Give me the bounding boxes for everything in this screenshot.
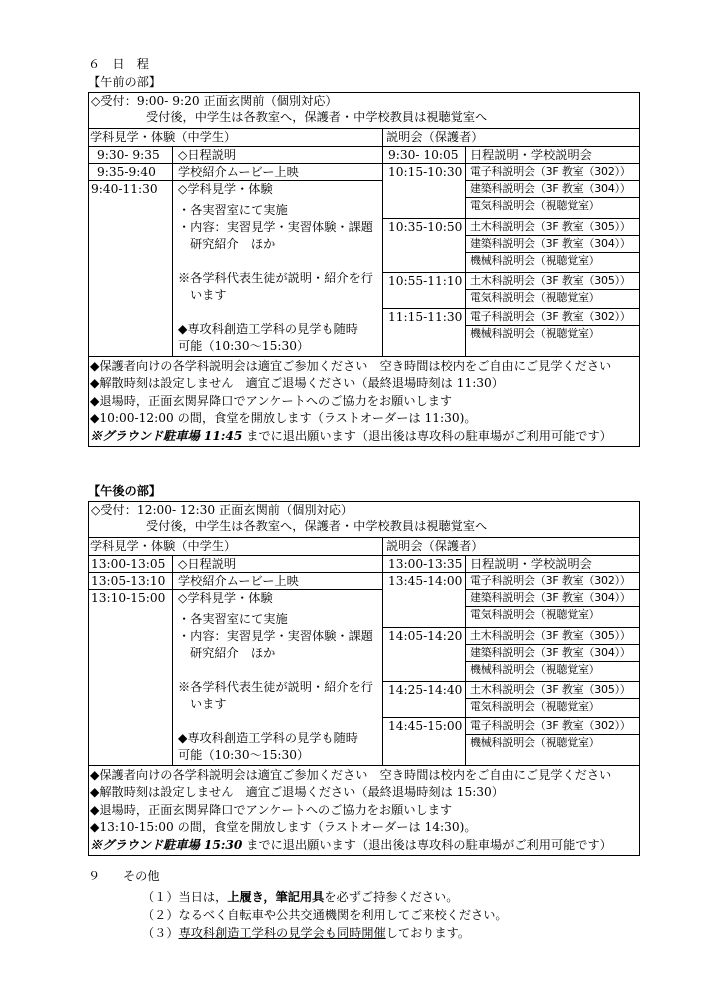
activity-line: ・内容：実習見学・実習体験・課題: [178, 629, 373, 643]
students-schedule: [89, 147, 383, 356]
students-column-header: 学科見学・体験（中学生）: [89, 129, 383, 146]
parking-note-text: までに退出願います（退出後は専攻科の駐車場がご利用可能です）: [242, 428, 612, 443]
briefing-block: [383, 219, 639, 273]
time-cell: 9:40-11:30: [89, 181, 173, 356]
note-line: ◆退場時，正面玄関昇降口でアンケートへのご協力をお願いします: [90, 393, 453, 408]
schedule-body: [89, 556, 639, 766]
briefing-block: [383, 718, 639, 765]
briefing-time-cell: 13:00-13:35: [383, 556, 466, 572]
parking-note: [90, 428, 639, 445]
briefing-time-cell: 10:35-10:50: [383, 219, 466, 272]
briefing-list: [466, 718, 639, 765]
briefing-item: 電気科説明会（視聴覚室）: [470, 291, 600, 304]
briefing-intro-row: [383, 147, 639, 164]
schedule-row: [89, 164, 382, 181]
other-item-2: （２）なるべく自転車や公共交通機関を利用してご来校ください。: [142, 908, 508, 922]
activity-line: ◆専攻科創造工学科の見学も随時: [178, 322, 358, 336]
briefing-item: 機械科説明会（視聴覚室）: [470, 736, 600, 749]
other-item-1: [142, 889, 458, 905]
time-cell: 13:10-15:00: [89, 590, 173, 765]
activity-cell: 学校紹介ムービー上映: [178, 165, 299, 179]
note-line: ◆10:00-12:00 の間，食堂を開放します（ラストオーダーは 11:30)。: [90, 411, 477, 426]
parents-schedule: [383, 556, 639, 765]
students-column-header: 学科見学・体験（中学生）: [89, 538, 383, 555]
briefing-item: 土木科説明会（3F 教室（305））: [466, 273, 639, 290]
activity-cell: ◇日程説明: [178, 148, 237, 162]
activity-line: ※各学科代表生徒が説明・紹介を行: [178, 680, 373, 694]
note-line: ◆退場時，正面玄関昇降口でアンケートへのご協力をお願いします: [90, 802, 453, 817]
schedule-row: [89, 556, 382, 573]
briefing-time-cell: 14:25-14:40: [383, 682, 466, 717]
activity-line: 可能（10:30～15:30）: [178, 748, 310, 762]
schedule-row: [89, 573, 382, 590]
briefing-block: [383, 309, 639, 356]
briefing-item: 土木科説明会（3F 教室（305））: [466, 682, 639, 699]
reception-cell: [89, 502, 639, 538]
notes-section: [89, 357, 639, 446]
note-line: ◆解散時刻は設定しません 適宜ご退場ください（最終退場時刻は 15:30）: [90, 785, 504, 800]
reception-time-text: ◇受付：9:00- 9:20 正面玄関前（個別対応）: [91, 94, 338, 108]
parking-note: [90, 837, 639, 854]
section-9-number: ９: [88, 869, 101, 883]
note-line: ◆保護者向けの各学科説明会は適宜ご参加ください 空き時間は校内をご自由にご見学ください: [90, 768, 612, 782]
briefing-item: 土木科説明会（3F 教室（305））: [466, 219, 639, 236]
briefing-item: 電子科説明会（3F 教室（302））: [466, 573, 639, 590]
activity-line: います: [190, 697, 227, 711]
column-header-row: [89, 129, 639, 147]
parents-column-header: 説明会（保護者）: [386, 130, 484, 144]
other-item-1-suffix: を必ずご持参ください。: [324, 890, 459, 904]
briefing-intro-content: 日程説明・学校説明会: [470, 557, 592, 571]
blank-line: [178, 662, 382, 679]
activity-line: ◇学科見学・体験: [178, 591, 273, 605]
briefing-intro-content: 日程説明・学校説明会: [470, 148, 592, 162]
briefing-block: [383, 682, 639, 718]
briefing-list: [466, 682, 639, 717]
students-schedule: [89, 556, 383, 765]
schedule-row: [89, 590, 382, 765]
briefing-list: [466, 309, 639, 356]
briefing-item: 電気科説明会（視聴覚室）: [470, 199, 600, 212]
time-cell: 9:35-9:40: [89, 164, 173, 180]
briefing-time-cell: 10:55-11:10: [383, 273, 466, 308]
briefing-item: 土木科説明会（3F 教室（305））: [466, 628, 639, 645]
parents-column-header: 説明会（保護者）: [386, 539, 484, 553]
briefing-intro-row: [383, 556, 639, 573]
note-line: ◆解散時刻は設定しません 適宜ご退場ください（最終退場時刻は 11:30）: [90, 376, 504, 391]
activity-cell: [173, 181, 382, 356]
briefing-block: [383, 628, 639, 682]
schedule-row: [89, 147, 382, 164]
reception-cell: [89, 93, 639, 129]
note-line: ◆13:10-15:00 の間，食堂を開放します（ラストオーダーは 14:30)。: [90, 820, 477, 835]
time-cell: 9:30- 9:35: [89, 147, 173, 163]
activity-cell: [173, 590, 382, 765]
briefing-item: 電子科説明会（3F 教室（302））: [466, 309, 639, 326]
briefing-item: 機械科説明会（視聴覚室）: [470, 663, 600, 676]
briefing-list: [466, 573, 639, 627]
briefing-item: 建築科説明会（3F 教室（304））: [466, 590, 639, 607]
other-item-3: [142, 925, 470, 941]
column-header-row: [89, 538, 639, 556]
briefing-time-cell: 10:15-10:30: [383, 164, 466, 218]
morning-session-label: 【午前の部】: [88, 75, 162, 89]
other-item-3-suffix: しております。: [385, 926, 471, 940]
section-9-heading: その他: [123, 869, 160, 883]
reception-guidance-text: 受付後，中学生は各教室へ，保護者・中学校教員は視聴覚室へ: [146, 110, 488, 124]
briefing-item: 建築科説明会（3F 教室（304））: [466, 181, 639, 198]
blank-line: [178, 713, 382, 730]
briefing-item: 電子科説明会（3F 教室（302））: [466, 718, 639, 735]
briefing-block: [383, 573, 639, 628]
parking-deadline: ※グラウンド駐車場 15:30: [90, 837, 243, 852]
activity-cell: 学校紹介ムービー上映: [178, 574, 299, 588]
parking-deadline: ※グラウンド駐車場 11:45: [90, 428, 243, 443]
briefing-item: 機械科説明会（視聴覚室）: [470, 254, 600, 267]
morning-schedule-table: [88, 92, 640, 447]
briefing-list: [466, 164, 639, 218]
activity-line: 研究紹介 ほか: [190, 237, 276, 251]
notes-section: [89, 766, 639, 855]
briefing-block: [383, 164, 639, 219]
blank-line: [178, 253, 382, 270]
afternoon-session-label: 【午後の部】: [88, 484, 162, 498]
activity-line: 研究紹介 ほか: [190, 646, 276, 660]
parking-note-text: までに退出願います（退出後は専攻科の駐車場がご利用可能です）: [242, 837, 612, 852]
blank-line: [178, 304, 382, 321]
reception-guidance-text: 受付後，中学生は各教室へ，保護者・中学校教員は視聴覚室へ: [146, 519, 488, 533]
afternoon-schedule-table: [88, 501, 640, 856]
activity-line: ・各実習室にて実施: [178, 203, 288, 217]
briefing-list: [466, 219, 639, 272]
parents-schedule: [383, 147, 639, 356]
briefing-time-cell: 13:45-14:00: [383, 573, 466, 627]
time-cell: 13:00-13:05: [89, 556, 173, 572]
activity-line: 可能（10:30～15:30）: [178, 339, 310, 353]
briefing-block: [383, 273, 639, 309]
activity-line: ・各実習室にて実施: [178, 612, 288, 626]
other-item-3-underline: 専攻科創造工学科の見学会も同時開催: [178, 926, 386, 940]
note-line: ◆保護者向けの各学科説明会は適宜ご参加ください 空き時間は校内をご自由にご見学ください: [90, 359, 612, 373]
activity-line: ※各学科代表生徒が説明・紹介を行: [178, 271, 373, 285]
activity-cell: ◇日程説明: [178, 557, 237, 571]
activity-line: ◇学科見学・体験: [178, 182, 273, 196]
other-item-1-prefix: （１）当日は，: [142, 890, 228, 904]
briefing-item: 電気科説明会（視聴覚室）: [470, 700, 600, 713]
schedule-body: [89, 147, 639, 357]
briefing-item: 建築科説明会（3F 教室（304））: [466, 645, 639, 662]
reception-time-text: ◇受付：12:00- 12:30 正面玄関前（個別対応）: [91, 503, 354, 517]
section-6-heading: ６ 日 程: [88, 57, 149, 71]
activity-line: ・内容：実習見学・実習体験・課題: [178, 220, 373, 234]
briefing-time-cell: 14:45-15:00: [383, 718, 466, 765]
briefing-item: 電気科説明会（視聴覚室）: [470, 608, 600, 621]
briefing-item: 電子科説明会（3F 教室（302））: [466, 164, 639, 181]
briefing-time-cell: 9:30- 10:05: [383, 147, 466, 163]
other-item-1-bold: 上履き，筆記用具: [227, 890, 325, 904]
briefing-item: 機械科説明会（視聴覚室）: [470, 327, 600, 340]
briefing-list: [466, 628, 639, 681]
time-cell: 13:05-13:10: [89, 573, 173, 589]
other-item-3-prefix: （３）: [142, 926, 179, 940]
briefing-item: 建築科説明会（3F 教室（304））: [466, 236, 639, 253]
schedule-row: [89, 181, 382, 356]
briefing-list: [466, 273, 639, 308]
briefing-time-cell: 11:15-11:30: [383, 309, 466, 356]
briefing-time-cell: 14:05-14:20: [383, 628, 466, 681]
activity-line: ◆専攻科創造工学科の見学も随時: [178, 731, 358, 745]
activity-line: います: [190, 288, 227, 302]
